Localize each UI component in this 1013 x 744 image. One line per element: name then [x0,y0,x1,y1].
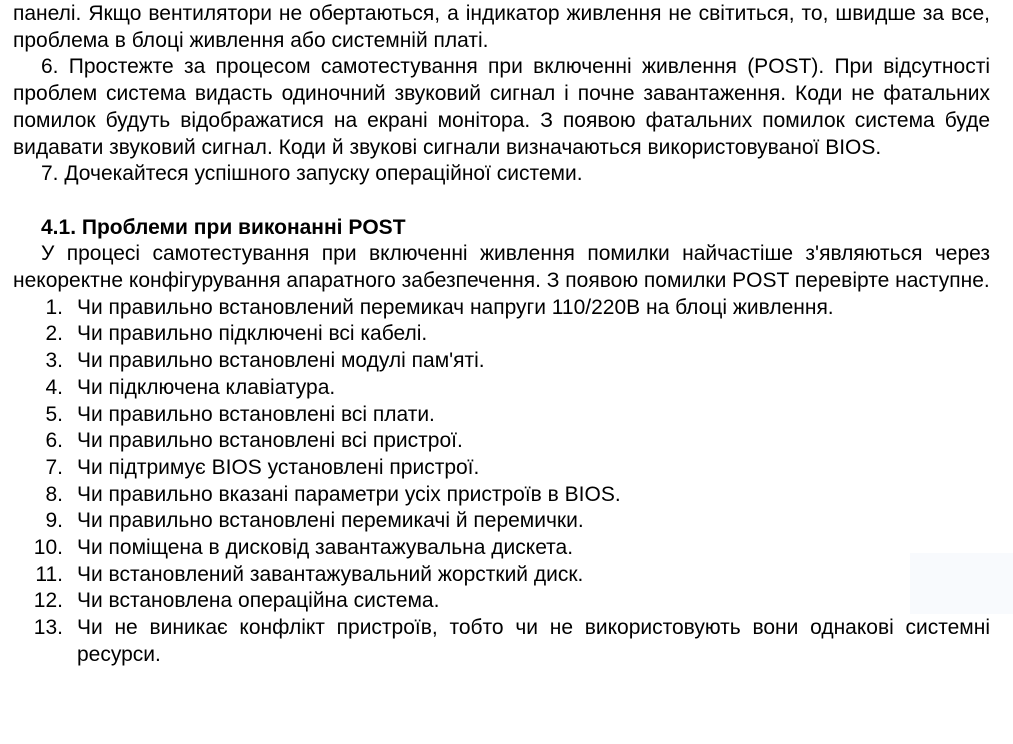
paragraph-continued: панелі. Якщо вентилятори не обертаються, а індикатор живлення не світиться, то, швидше за все, проблема в блоці живлення або системній платі. [13,2,990,52]
list-item [13,562,990,589]
list-item-number: 13. [33,616,63,640]
list-item-text: Чи правильно встановлені перемикачі й перемички. [77,509,584,533]
list-item-text: Чи не виникає конфлікт пристроїв, тобто чи не використовують вони однакові системні ресурси. [77,616,990,666]
list-item-number: 4. [45,375,63,399]
list-item [13,321,990,348]
list-item-number: 9. [45,509,63,533]
list-item-number: 1. [45,295,63,319]
list-item-number: 10. [33,536,63,560]
list-item-text: Чи підключена клавіатура. [77,375,336,399]
list-item-text: Чи підтримує BIOS установлені пристрої. [77,455,480,479]
list-item [13,615,990,668]
list-item [13,588,990,615]
list-item-number: 12. [33,589,63,613]
list-item [13,348,990,375]
list-item [13,455,990,482]
list-item-number: 3. [45,349,63,373]
list-item [13,482,990,509]
list-item-number: 6. [45,429,63,453]
list-item-number: 7. [45,455,63,479]
list-item [13,295,990,322]
list-item-text: Чи правильно вказані параметри усіх пристроїв в BIOS. [77,482,621,506]
checklist [13,295,990,669]
list-item-text: Чи встановлений завантажувальний жорсткий диск. [77,562,584,586]
list-item-text: Чи правильно встановлені всі плати. [77,402,435,426]
list-item [13,508,990,535]
list-item-number: 5. [45,402,63,426]
list-item-number: 11. [35,562,63,586]
list-item-text: Чи правильно встановлені всі пристрої. [77,429,463,453]
list-item-number: 2. [45,322,63,346]
list-item-text: Чи правильно встановлені модулі пам'яті. [77,349,485,373]
section-heading: 4.1. Проблеми при виконанні POST [41,215,406,239]
list-item-text: Чи правильно підключені всі кабелі. [77,322,428,346]
faint-overlay-box [910,553,1013,614]
list-item [13,535,990,562]
list-item-text: Чи правильно встановлений перемикач напруги 110/220В на блоці живлення. [77,295,834,319]
list-item-text: Чи встановлена операційна система. [77,589,440,613]
step-6-paragraph: 6. Простежте за процесом самотестування при включенні живлення (POST). При відсутності проблем система видасть одиночний звуковий сигнал і почне завантаження. Коди не фатальних помилок будуть відображатися на екрані монітора. З появою фатальних помилок система буде видавати звуковий сигнал. Коди й звукові сигнали визначаються використовуваної BIOS. [13,55,990,159]
step-7-paragraph: 7. Дочекайтеся успішного запуску операційної системи. [41,162,583,186]
list-item-number: 8. [45,482,63,506]
list-item [13,402,990,429]
list-item [13,428,990,455]
blank-line [13,188,990,215]
document-page [13,1,990,669]
list-item-text: Чи поміщена в дисковід завантажувальна дискета. [77,536,574,560]
section-intro-paragraph: У процесі самотестування при включенні живлення помилки найчастіше з'являються через некоректне конфігурування апаратного забезпечення. З появою помилки POST перевірте наступне. [13,242,990,293]
list-item [13,375,990,402]
